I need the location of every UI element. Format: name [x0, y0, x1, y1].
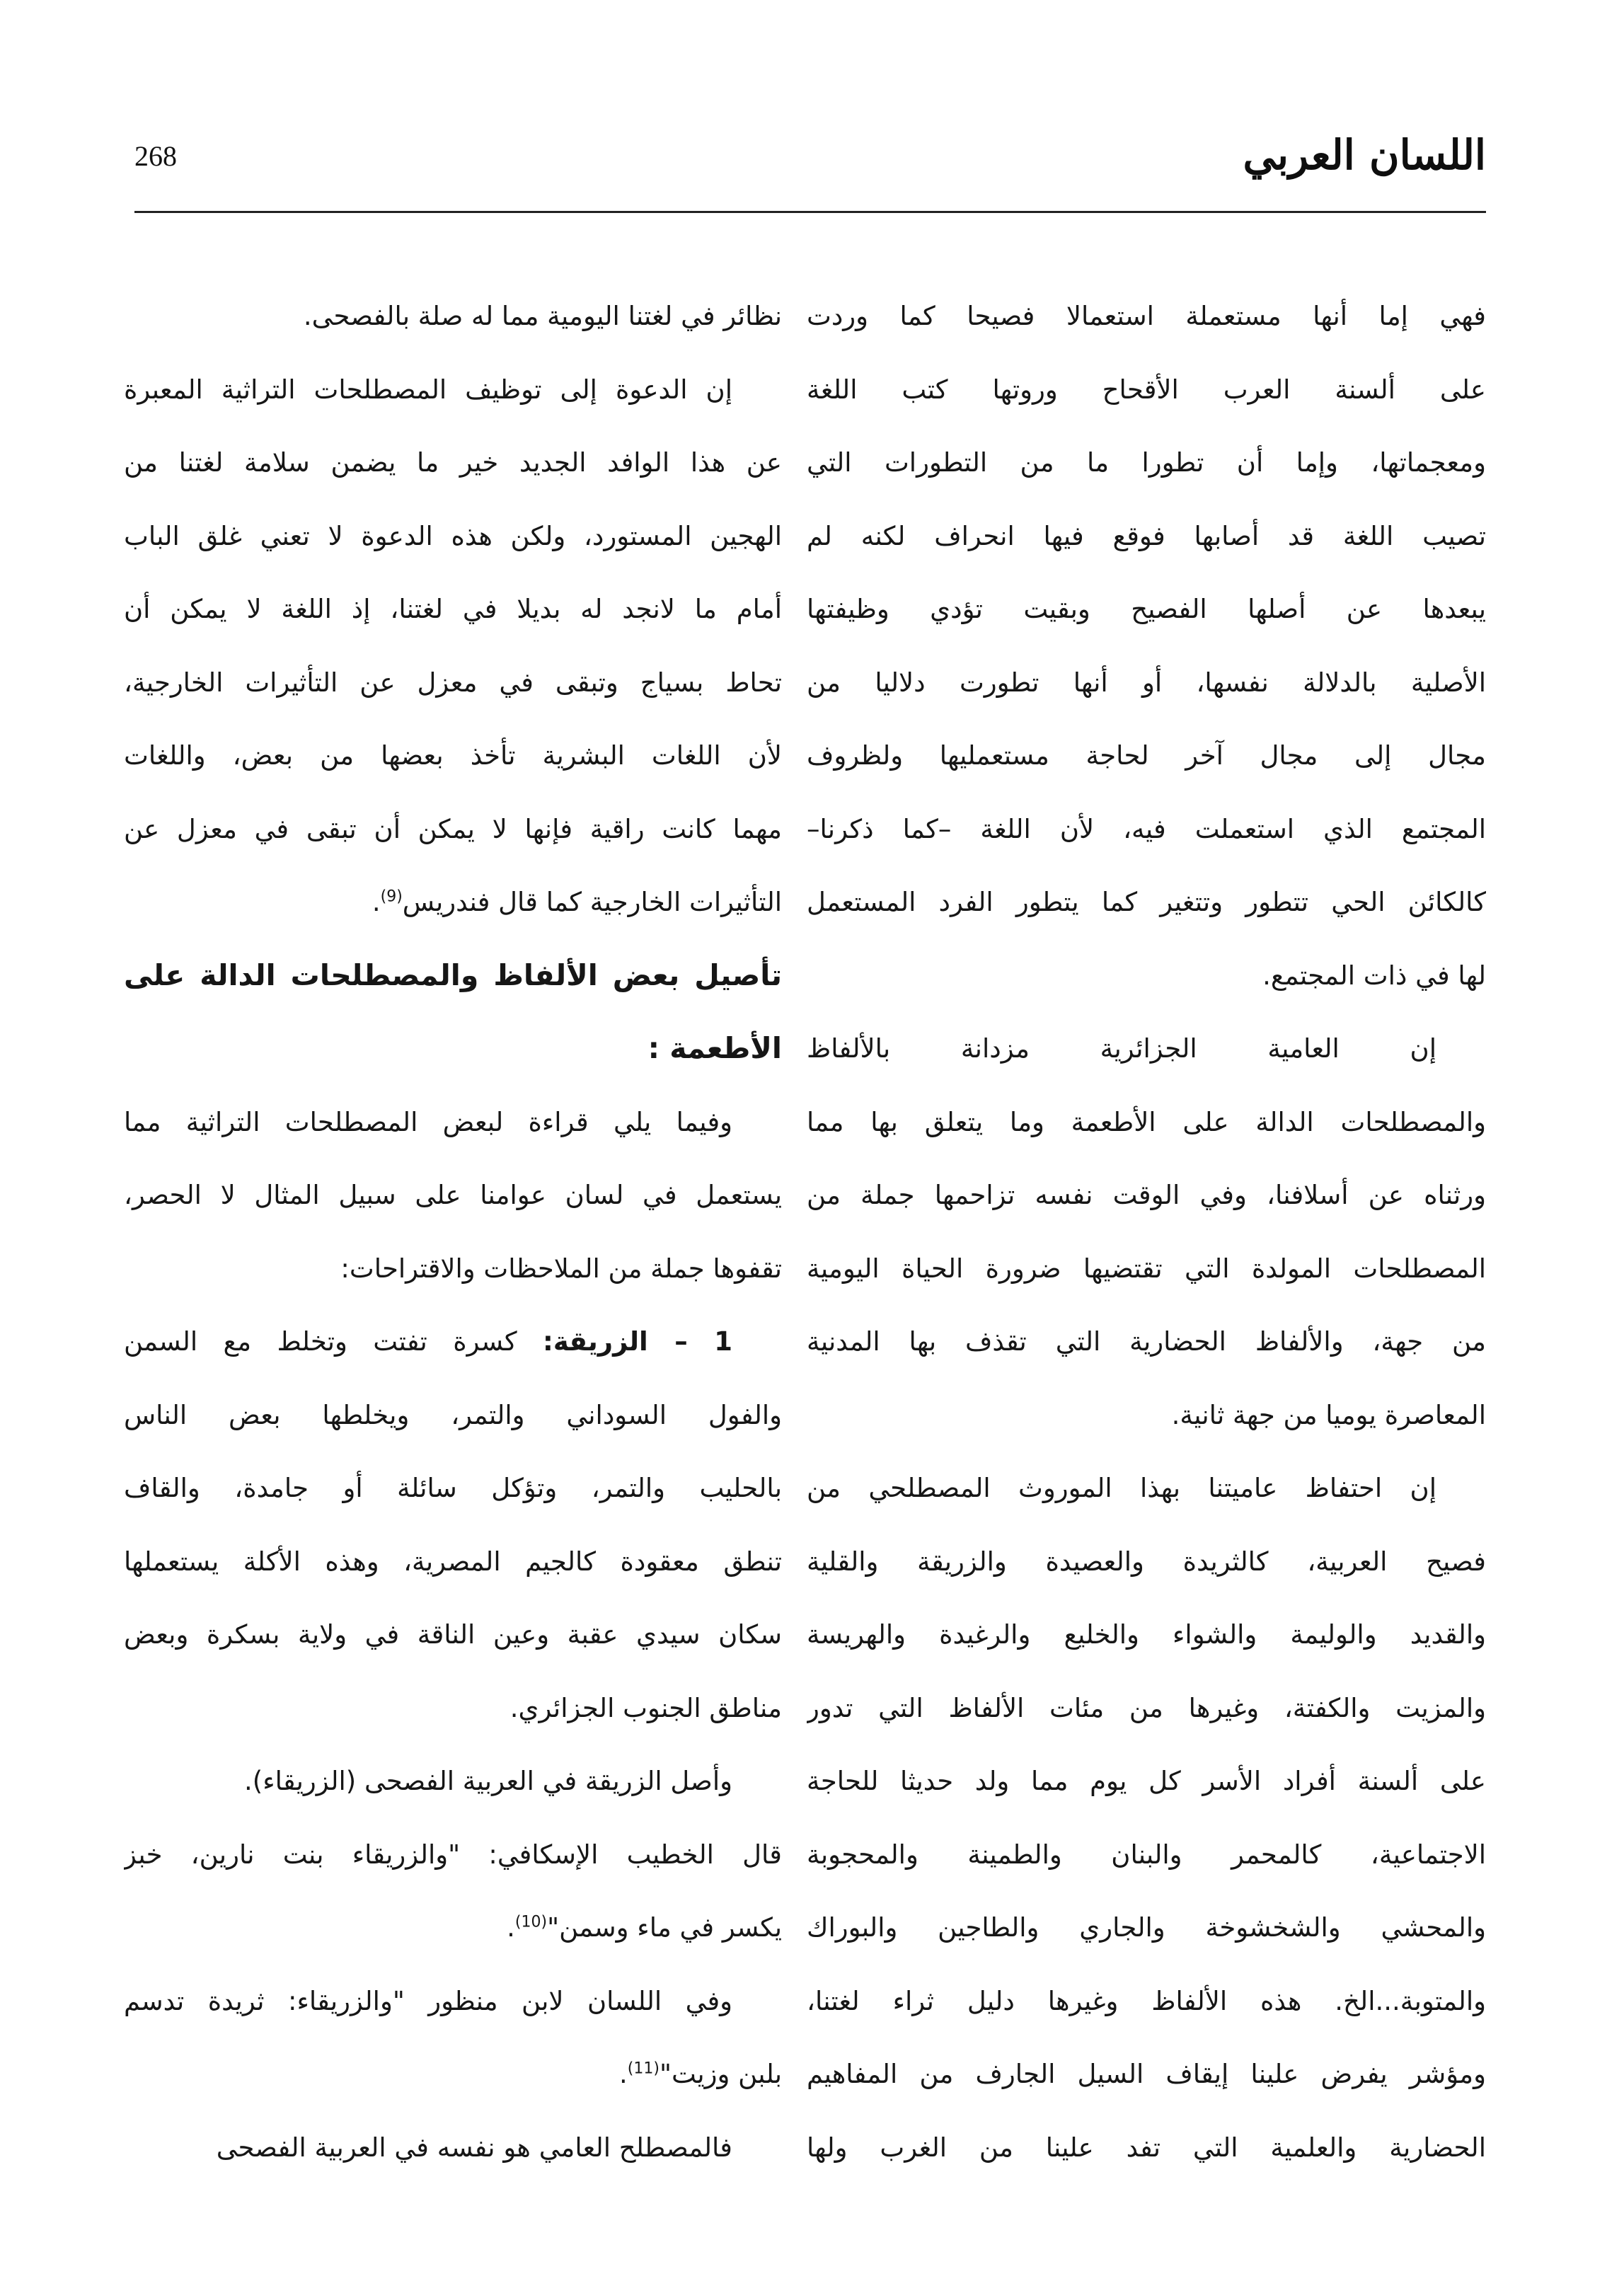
text-line: تنطق معقودة كالجيم المصرية، وهذه الأكلة يستعملها [124, 1546, 782, 1577]
text-line: يبعدها عن أصلها الفصيح وبقيت تؤدي وظيفتها [807, 594, 1486, 624]
footnote-ref: (9) [380, 887, 403, 906]
text-line: وفي اللسان لابن منظور "والزريقاء: ثريدة تدسم [124, 1985, 732, 2016]
text-line: المصطلحات المولدة التي تقتضيها ضرورة الحياة اليومية [807, 1253, 1486, 1284]
text-line: الاجتماعية، كالمحمر والبنان والطمينة والمحجوبة [807, 1839, 1486, 1870]
text-line: أمام ما لانجد له بديلا في لغتنا، إذ اللغة لا يمكن أن [124, 594, 782, 624]
text-line: عن هذا الوافد الجديد خير ما يضمن سلامة لغتنا من [124, 447, 782, 478]
text-line: تصيب اللغة قد أصابها فوقع فيها انحراف لكنه لم [807, 520, 1486, 551]
line-text: بلبن وزيت" [659, 2059, 782, 2089]
text-line: ورثناه عن أسلافنا، وفي الوقت نفسه تزاحمها جملة من [807, 1180, 1486, 1210]
text-line: الأصلية بالدلالة نفسها، أو أنها تطورت دلاليا من [807, 667, 1486, 698]
text-line: يستعمل في لسان عوامنا على سبيل المثال لا الحصر، [124, 1180, 782, 1210]
text-line-with-footnote [124, 2038, 782, 2111]
item-definition: كسرة تفتت وتخلط مع السمن [124, 1326, 543, 1357]
text-line: نظائر في لغتنا اليومية مما له صلة بالفصحى. [303, 301, 782, 331]
text-line: وأصل الزريقة في العربية الفصحى (الزريقاء). [244, 1766, 732, 1796]
text-line: من جهة، والألفاظ الحضارية التي تقذف بها المدنية [807, 1326, 1486, 1357]
text-line: بالحليب والتمر، وتؤكل سائلة أو جامدة، والقاف [124, 1473, 782, 1503]
text-line: مهما كانت راقية فإنها لا يمكن أن تبقى في معزل عن [124, 813, 782, 844]
text-line: فصيح العربية، كالثريدة والعصيدة والزريقة والقلية [807, 1546, 1486, 1577]
footnote-ref: (11) [627, 2059, 660, 2078]
text-line: والمزيت والكفتة، وغيرها من مئات الألفاظ التي تدور [807, 1692, 1486, 1723]
text-line: ومعجماتها، وإما أن تطورا ما من التطورات التي [807, 447, 1486, 478]
line-text: يكسر في ماء وسمن" [547, 1912, 782, 1943]
left-column [124, 280, 782, 2184]
text-line-with-footnote [124, 866, 782, 939]
page-number: 268 [134, 140, 177, 172]
text-line: سكان سيدي عقبة وعين الناقة في ولاية بسكرة وبعض [124, 1619, 782, 1650]
text-line: تقفوها جملة من الملاحظات والاقتراحات: [340, 1253, 782, 1284]
line-end: . [372, 887, 381, 917]
text-line: وفيما يلي قراءة لبعض المصطلحات التراثية مما [124, 1106, 732, 1137]
text-line: مجال إلى مجال آخر لحاجة مستعمليها ولظروف [807, 740, 1486, 771]
text-line: والمصطلحات الدالة على الأطعمة وما يتعلق بها مما [807, 1106, 1486, 1137]
item-term: 1 – الزريقة: [543, 1326, 732, 1357]
text-line: على ألسنة العرب الأقحاح وروتها كتب اللغة [807, 374, 1486, 405]
text-line: كالكائن الحي تتطور وتتغير كما يتطور الفرد المستعمل [807, 887, 1486, 917]
right-column [807, 280, 1486, 2184]
text-line: المعاصرة يوميا من جهة ثانية. [1171, 1399, 1486, 1430]
text-line: والقديد والوليمة والشواء والخليع والرغيدة والهريسة [807, 1619, 1486, 1650]
text-line: والمحشي والشخشوخة والجاري والطاجين والبوراك [807, 1912, 1486, 1943]
text-line: ومؤشر يفرض علينا إيقاف السيل الجارف من المفاهيم [807, 2059, 1486, 2089]
text-line: فهي إما أنها مستعملة استعمالا فصيحا كما وردت [807, 301, 1486, 331]
text-line: إن العامية الجزائرية مزدانة بالألفاظ [807, 1033, 1436, 1064]
journal-title: اللسان العربي [1243, 131, 1486, 179]
header-divider [134, 211, 1486, 213]
text-line: إن الدعوة إلى توظيف المصطلحات التراثية المعبرة [124, 374, 732, 405]
line-end: . [619, 2059, 628, 2089]
text-line: إن احتفاظ عاميتنا بهذا الموروث المصطلحي من [807, 1473, 1436, 1503]
footnote-ref: (10) [514, 1913, 548, 1931]
text-line: فالمصطلح العامي هو نفسه في العربية الفصحى [216, 2132, 732, 2163]
text-line: لأن اللغات البشرية تأخذ بعضها من بعض، واللغات [124, 740, 782, 771]
text-line: والمتوبة...الخ. هذه الألفاظ وغيرها دليل ثراء لغتنا، [807, 1985, 1486, 2016]
text-line: الحضارية والعلمية التي تفد علينا من الغرب ولها [807, 2132, 1486, 2163]
text-line: تحاط بسياج وتبقى في معزل عن التأثيرات الخارجية، [124, 667, 782, 698]
text-line: مناطق الجنوب الجزائري. [509, 1692, 782, 1723]
text-line-with-footnote [124, 1891, 782, 1965]
text-line: والفول السوداني والتمر، ويخلطها بعض الناس [124, 1399, 782, 1430]
text-line-with-term [124, 1305, 782, 1379]
line-text: التأثيرات الخارجية كما قال فندريس [402, 887, 782, 917]
section-heading: تأصيل بعض الألفاظ والمصطلحات الدالة على [124, 958, 782, 992]
text-line: الهجين المستورد، ولكن هذه الدعوة لا تعني غلق الباب [124, 520, 782, 551]
text-line: قال الخطيب الإسكافي: "والزريقاء بنت نارين، خبز [124, 1839, 782, 1870]
text-line: لها في ذات المجتمع. [1262, 960, 1486, 991]
section-heading-cont: الأطعمة : [647, 1031, 782, 1065]
text-line: على ألسنة أفراد الأسر كل يوم مما ولد حديثا للحاجة [807, 1766, 1486, 1796]
line-end: . [507, 1912, 515, 1943]
page-header [134, 124, 1486, 180]
text-line: المجتمع الذي استعملت فيه، لأن اللغة –كما ذكرنا– [807, 813, 1486, 844]
